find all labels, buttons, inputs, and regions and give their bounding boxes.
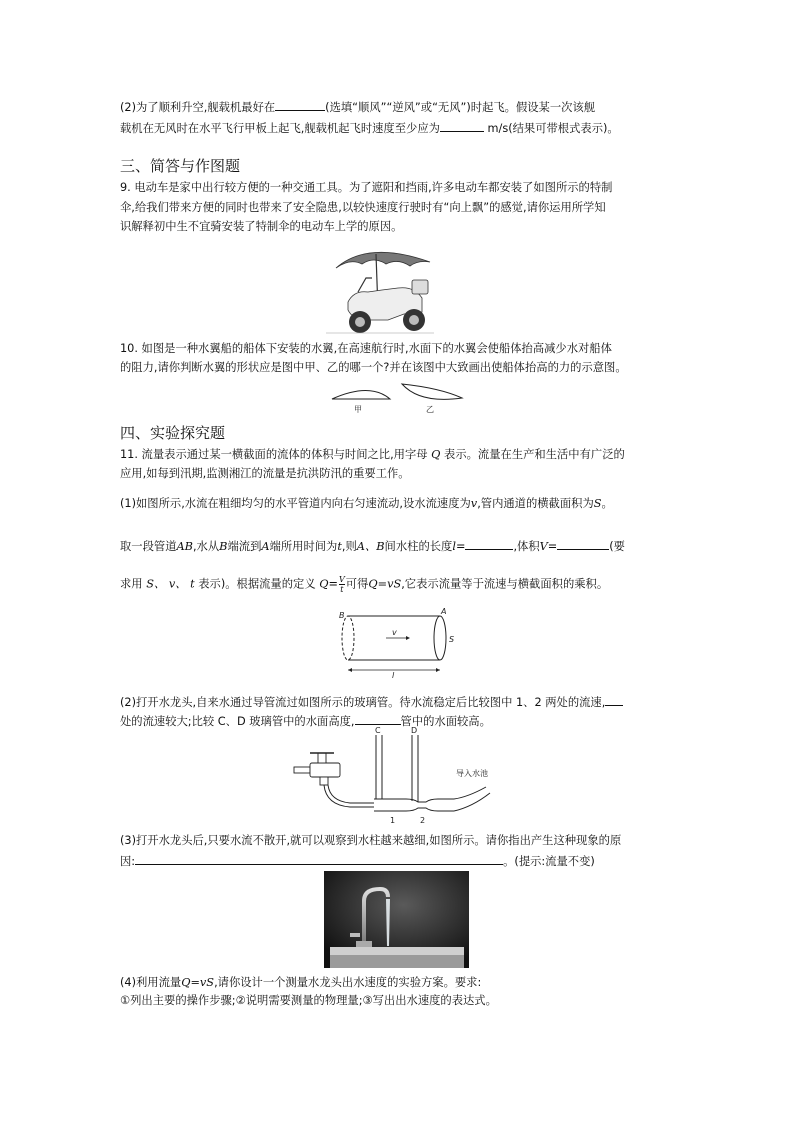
q11-part1-line1: (1)如图所示,水流在粗细均匀的水平管道内向右匀速流动,设水流速度为v,管内通道的横截面积为S。 — [120, 497, 613, 510]
faucet-water-photo — [324, 871, 469, 968]
q11-part2-line2: 处的流速较大;比较 C、D 玻璃管中的水面高度, 管中的水面较高。 — [120, 712, 491, 730]
label-jia: 甲 — [354, 405, 362, 414]
hydrofoil-shapes-figure — [330, 378, 465, 418]
pipe-label-l: l — [392, 671, 395, 680]
q11-part4-line2: ①列出主要的操作步骤;②说明需要测量的物理量;③写出出水速度的表达式。 — [120, 994, 497, 1007]
q11-part1-line2: 取一段管道AB,水从B端流到A端所用时间为t,则A、B间水柱的长度l= ,体积V= (要 — [120, 537, 625, 555]
q11-intro-line2: 应用,如每到汛期,监测湘江的流量是抗洪防汛的重要工作。 — [120, 467, 410, 480]
q9-line2: 伞,给我们带来方便的同时也带来了安全隐患,以较快速度行驶时有“向上飘”的感觉,请你运用所学知 — [120, 201, 606, 214]
q11-part1-line3: 求用 S、 v、 t 表示)。根据流量的定义 Q= $\frac{V}{t}$ 可得Q=vS,它表示流量等于流速与横截面积的乘积。 — [120, 575, 609, 594]
q11-intro-line1: 11. 流量表示通过某一横截面的流体的体积与时间之比,用字母 Q 表示。流量在生产和生活中有广泛的 — [120, 448, 625, 461]
q11-part3-line2: 因: 。(提示:流量不变) — [120, 852, 595, 870]
tube-label-drain: 导入水池 — [456, 769, 488, 778]
glass-tube-figure — [290, 727, 510, 825]
answer-blank[interactable] — [440, 119, 484, 132]
pipe-label-S: S — [449, 635, 455, 644]
fraction-v-over-t: $\frac{V}{t}$ — [338, 575, 345, 594]
q10-line1: 10. 如图是一种水翼船的船体下安装的水翼,在高速航行时,水面下的水翼会使船体抬高减少水对船体 — [120, 342, 612, 355]
label-yi: 乙 — [426, 405, 434, 414]
section-title: 三、简答与作图题 — [120, 157, 241, 175]
q9-line1: 9. 电动车是家中出行较方便的一种交通工具。为了遮阳和挡雨,许多电动车都安装了如图所示的特制 — [120, 181, 613, 194]
q10-line2: 的阻力,请你判断水翼的形状应是图中甲、乙的哪一个?并在该图中大致画出使船体抬高的力的示意图。 — [120, 361, 627, 374]
tube-label-2: 2 — [420, 816, 426, 825]
ebike-umbrella-figure — [318, 240, 438, 338]
tube-label-1: 1 — [390, 816, 396, 825]
answer-blank[interactable] — [275, 98, 325, 111]
pipe-figure — [330, 608, 460, 680]
pipe-label-v: v — [392, 628, 397, 637]
q8-part2-line2: 载机在无风时在水平飞行甲板上起飞,舰载机起飞时速度至少应为 m/s(结果可带根式表示)。 — [120, 119, 619, 137]
volume-answer-blank[interactable] — [557, 537, 609, 550]
length-answer-blank[interactable] — [465, 537, 513, 550]
pipe-label-B: B — [339, 611, 345, 620]
q9-line3: 识解释初中生不宜骑安装了特制伞的电动车上学的原因。 — [120, 220, 403, 233]
reason-answer-blank[interactable] — [135, 852, 503, 865]
pipe-label-A: A — [441, 607, 447, 616]
q11-part2-line1: (2)打开水龙头,自来水通过导管流过如图所示的玻璃管。待水流稳定后比较图中 1、2 两处的流速, — [120, 693, 623, 711]
tube-label-C: C — [375, 726, 381, 735]
section-title: 四、实验探究题 — [120, 424, 226, 442]
q11-part3-line1: (3)打开水龙头后,只要水流不散开,就可以观察到水柱越来越细,如图所示。请你指出产生这种现象的原 — [120, 834, 622, 847]
tube-label-D: D — [411, 726, 418, 735]
tube-answer-blank[interactable] — [355, 712, 401, 725]
q11-part4-line1: (4)利用流量Q=vS,请你设计一个测量水龙头出水速度的实验方案。要求: — [120, 976, 482, 989]
q8-part2-line1: (2)为了顺利升空,舰载机最好在 (选填“顺风”“逆风”或“无风”)时起飞。假设某一次该舰 — [120, 98, 595, 116]
position-answer-blank[interactable] — [605, 693, 623, 706]
